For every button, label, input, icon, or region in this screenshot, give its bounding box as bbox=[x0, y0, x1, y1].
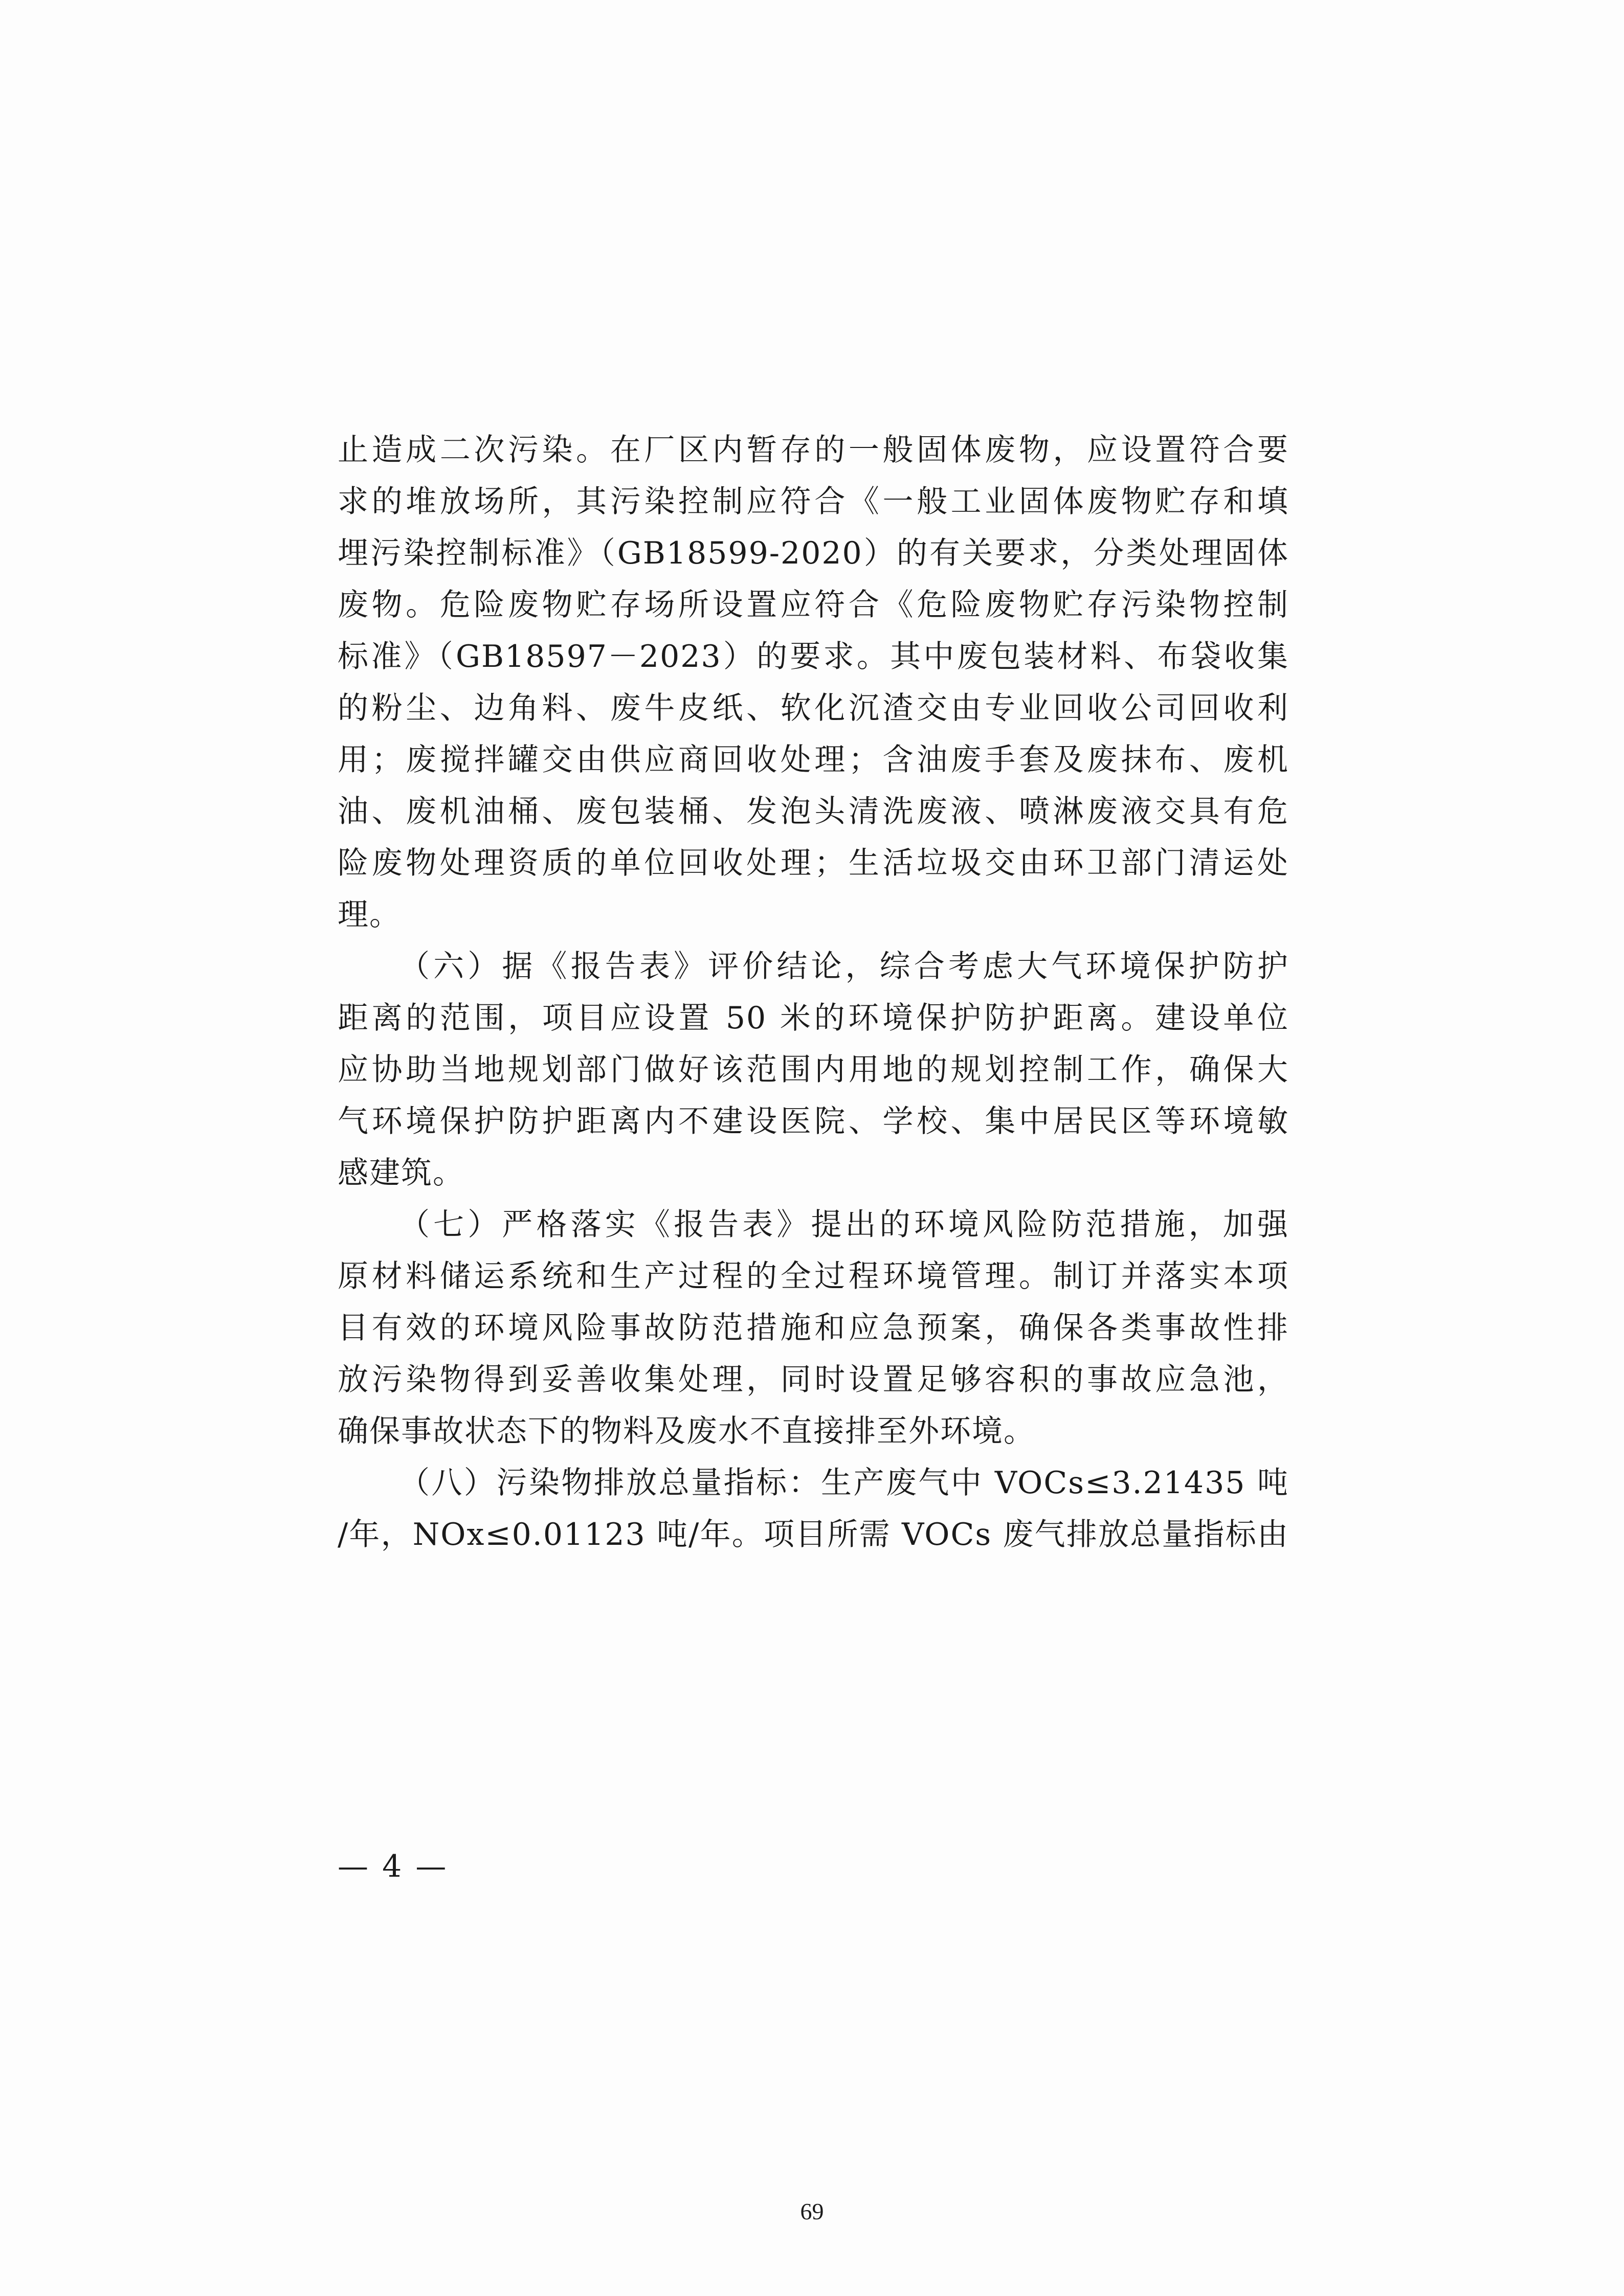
paragraph-eight-start: （八）污染物排放总量指标：生产废气中 VOCs≤3.21435 吨 bbox=[399, 1465, 1289, 1501]
text-line: 标准》（GB18597－2023）的要求。其中废包装材料、布袋收集 bbox=[338, 639, 1289, 674]
paragraph-end-line: 确保事故状态下的物料及废水不直接排至外环境。 bbox=[338, 1413, 1035, 1449]
text-line: 距离的范围，项目应设置 50 米的环境保护防护距离。建设单位 bbox=[338, 1000, 1289, 1036]
text-line: 气环境保护防护距离内不建设医院、学校、集中居民区等环境敏 bbox=[338, 1104, 1289, 1139]
text-line: 应协助当地规划部门做好该范围内用地的规划控制工作，确保大 bbox=[338, 1052, 1289, 1088]
text-line: 险废物处理资质的单位回收处理；生活垃圾交由环卫部门清运处 bbox=[338, 845, 1289, 881]
paragraph-seven-start: （七）严格落实《报告表》提出的环境风险防范措施，加强 bbox=[399, 1207, 1289, 1243]
page-marker: — 4 — bbox=[338, 1849, 449, 1884]
text-line: 放污染物得到妥善收集处理，同时设置足够容积的事故应急池， bbox=[338, 1362, 1289, 1398]
paragraph-six-start: （六）据《报告表》评价结论，综合考虑大气环境保护防护 bbox=[399, 949, 1289, 984]
text-line: 废物。危险废物贮存场所设置应符合《危险废物贮存污染物控制 bbox=[338, 587, 1289, 623]
text-line: 原材料储运系统和生产过程的全过程环境管理。制订并落实本项 bbox=[338, 1258, 1289, 1294]
text-line: 目有效的环境风险事故防范措施和应急预案，确保各类事故性排 bbox=[338, 1310, 1289, 1346]
body-text bbox=[338, 424, 1289, 1561]
text-line: 止造成二次污染。在厂区内暂存的一般固体废物，应设置符合要 bbox=[338, 432, 1289, 468]
paragraph-end-line: 感建筑。 bbox=[338, 1155, 464, 1191]
text-line: 用；废搅拌罐交由供应商回收处理；含油废手套及废抹布、废机 bbox=[338, 742, 1289, 778]
page-number: 69 bbox=[800, 2198, 824, 2224]
text-line: 求的堆放场所，其污染控制应符合《一般工业固体废物贮存和填 bbox=[338, 484, 1289, 520]
text-line: 油、废机油桶、废包装桶、发泡头清洗废液、喷淋废液交具有危 bbox=[338, 794, 1289, 829]
paragraph-end-line: 理。 bbox=[338, 897, 401, 933]
text-line: 埋污染控制标准》（GB18599-2020）的有关要求，分类处理固体 bbox=[338, 535, 1289, 571]
text-line: 的粉尘、边角料、废牛皮纸、软化沉渣交由专业回收公司回收利 bbox=[338, 690, 1289, 726]
text-line: /年，NOx≤0.01123 吨/年。项目所需 VOCs 废气排放总量指标由 bbox=[338, 1517, 1289, 1552]
